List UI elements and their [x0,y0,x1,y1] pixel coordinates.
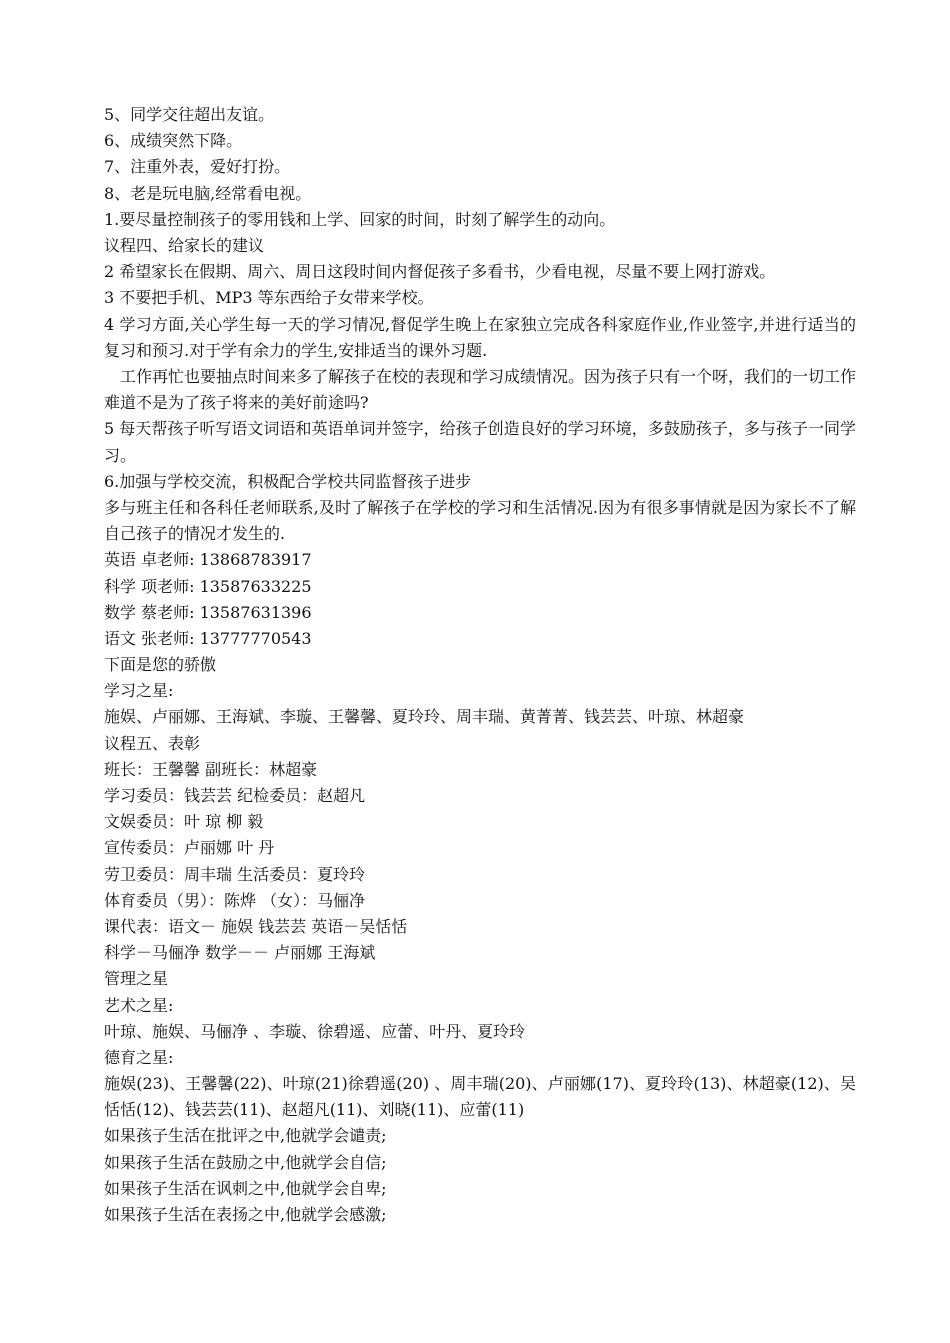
text-line-criticism: 如果孩子生活在批评之中,他就学会谴责; [104,1126,387,1146]
text-line-publicity: 宣传委员：卢丽娜 叶 丹 [104,838,275,858]
label-study-stars: 学习之星: [104,681,174,701]
text-line-advice-2: 2 希望家长在假期、周六、周日这段时间内督促孩子多看书，少看电视，尽量不要上网打游戏。 [104,262,776,282]
contact-math-teacher: 数学 蔡老师: 13587631396 [104,602,312,622]
text-line-course-reps-2: 科学－马俪净 数学－－ 卢丽娜 王海斌 [104,943,376,963]
text-line-ridicule: 如果孩子生活在讽刺之中,他就学会自卑; [104,1178,387,1198]
text-line-advice-1: 1.要尽量控制孩子的零用钱和上学、回家的时间，时刻了解学生的动向。 [104,209,616,229]
text-line-praise: 如果孩子生活在表扬之中,他就学会感激; [104,1205,387,1225]
text-line-labor-life: 劳卫委员：周丰瑞 生活委员：夏玲玲 [104,864,366,884]
contact-english-teacher: 英语 卓老师: 13868783917 [104,550,312,570]
paragraph-advice-4: 4 学习方面,关心学生每一天的学习情况,督促学生晚上在家独立完成各科家庭作业,作业签字,并进行适当的复习和预习.对于学有余力的学生,安排适当的课外习题. [104,314,856,360]
section-heading-agenda-4: 议程四、给家长的建议 [104,235,265,255]
list-study-stars: 施娱、卢丽娜、王海斌、李璇、王馨馨、夏玲玲、周丰瑞、黄菁菁、钱芸芸、叶琼、林超豪 [104,707,745,727]
text-line-course-reps-1: 课代表：语文－ 施娱 钱芸芸 英语－吴恬恬 [104,916,408,936]
text-line-entertainment: 文娱委员：叶 琼 柳 毅 [104,812,264,832]
text-line-study-discipline: 学习委员：钱芸芸 纪检委员：赵超凡 [104,786,366,805]
text-line-advice-6: 6.加强与学校交流，积极配合学校共同监督孩子进步 [104,471,472,491]
contact-science-teacher: 科学 项老师: 13587633225 [104,576,312,596]
label-art-stars: 艺术之星: [104,995,174,1015]
text-line-monitors: 班长：王馨馨 副班长：林超豪 [104,759,318,779]
text-line-encouragement: 如果孩子生活在鼓励之中,他就学会自信; [104,1152,387,1172]
list-moral-stars: 施娱(23)、王馨馨(22)、叶琼(21)徐碧遥(20) 、周丰瑞(20)、卢丽娜(17)、夏玲玲(13)、林超豪(12)、吴恬恬(12)、钱芸芸(11)、赵超凡(11)、刘晓(11)、应蕾(11) [104,1074,856,1120]
document-page [104,102,856,1228]
text-line-warning-7: 7、注重外表，爱好打扮。 [104,157,291,177]
contact-chinese-teacher: 语文 张老师: 13777770543 [104,628,312,648]
text-line-warning-8: 8、老是玩电脑,经常看电视。 [104,183,312,203]
text-line-warning-6: 6、成绩突然下降。 [104,131,243,151]
text-line-sports: 体育委员（男）：陈烨 （女）：马俪净 [104,890,366,910]
label-moral-stars: 德育之星: [104,1047,174,1067]
paragraph-advice-5: 5 每天帮孩子听写语文词语和英语单词并签字，给孩子创造良好的学习环境，多鼓励孩子，多与孩子一同学习。 [104,419,856,465]
paragraph-busy-parents: 工作再忙也要抽点时间来多了解孩子在校的表现和学习成绩情况。因为孩子只有一个呀，我们的一切工作难道不是为了孩子将来的美好前途吗? [104,366,857,413]
text-line-warning-5: 5、同学交往超出友谊。 [104,105,275,124]
list-art-stars: 叶琼、施娱、马俪净 、李璇、徐碧遥、应蕾、叶丹、夏玲玲 [104,1021,526,1041]
label-management-stars: 管理之星 [104,969,169,989]
paragraph-contact-teachers: 多与班主任和各科任老师联系,及时了解孩子在学校的学习和生活情况.因为有很多事情就是因为家长不了解自己孩子的情况才发生的. [104,497,856,544]
text-line-advice-3: 3 不要把手机、MP3 等东西给子女带来学校。 [104,288,434,308]
section-heading-agenda-5: 议程五、表彰 [104,733,201,753]
text-line-pride: 下面是您的骄傲 [104,655,217,675]
